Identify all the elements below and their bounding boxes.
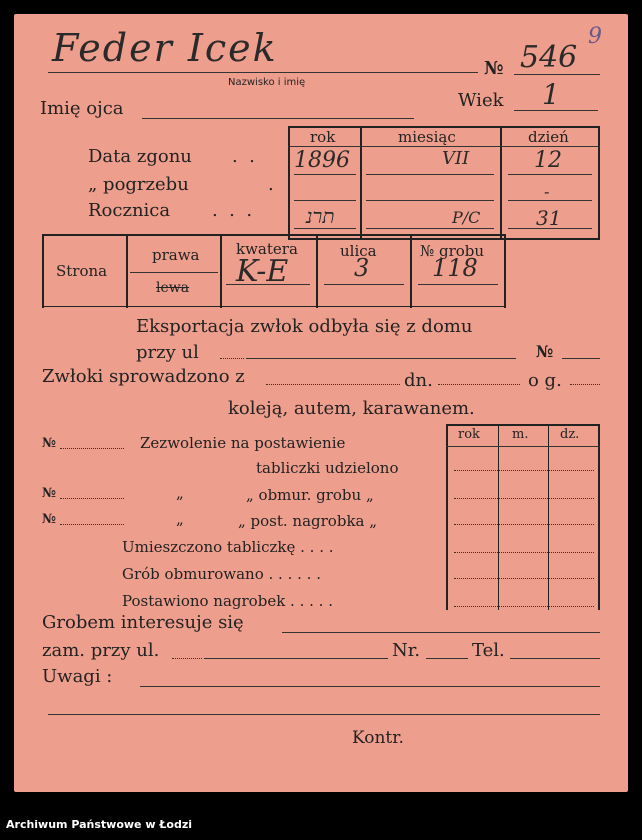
permits-row-line xyxy=(454,498,594,499)
brought-label: Zwłoki sprowadzono z xyxy=(42,366,245,387)
address-label: zam. przy ul. xyxy=(42,640,160,661)
dates-table-div2 xyxy=(500,126,502,240)
father-label: Imię ojca xyxy=(40,98,124,119)
dates-table-bottom xyxy=(288,238,600,240)
permits-table-right xyxy=(598,424,600,610)
grave-table-div1 xyxy=(126,234,128,308)
dates-table-left xyxy=(288,126,290,240)
remarks-line-2 xyxy=(48,714,600,715)
tomb-placed: Postawiono nagrobek . . . . . xyxy=(122,592,333,610)
dates-table-div1 xyxy=(360,126,362,240)
permits-row-line xyxy=(454,606,594,607)
nr-line xyxy=(426,658,468,659)
brought-by: koleją, autem, karawanem. xyxy=(228,398,475,419)
name-caption: Nazwisko i imię xyxy=(228,77,306,88)
permits-row-line xyxy=(454,524,594,525)
name-handwritten: Feder Icek xyxy=(52,26,278,70)
permits-row-line xyxy=(454,578,594,579)
quarter-label: kwatera xyxy=(236,240,298,258)
tel-label: Tel. xyxy=(472,640,505,661)
death-day: 12 xyxy=(534,148,562,173)
permits-col-year: rok xyxy=(458,427,480,442)
street-label: ulica xyxy=(340,242,377,260)
name-line xyxy=(48,72,478,73)
grave-no-line xyxy=(418,284,498,285)
side-label: Strona xyxy=(56,262,108,280)
grave-table-left xyxy=(42,234,44,308)
permit2-no-line xyxy=(60,498,124,499)
grave-table-div2 xyxy=(220,234,222,308)
death-month: VII xyxy=(442,148,470,169)
permit3-no: № xyxy=(42,512,57,527)
export-no-label: № xyxy=(536,342,554,361)
export-no-line xyxy=(562,358,600,359)
address-line xyxy=(204,658,388,659)
remarks-label: Uwagi : xyxy=(42,666,113,687)
permit1-no: № xyxy=(42,436,57,451)
brought-date-line xyxy=(438,384,520,385)
street-handwritten: 3 xyxy=(354,254,370,282)
row-death-dots: . . xyxy=(232,146,255,167)
dates-col-month: miesiąc xyxy=(398,128,456,146)
archive-caption: Archiwum Państwowe w Łodzi xyxy=(6,818,193,831)
permits-table-top xyxy=(446,424,600,426)
nr-label: Nr. xyxy=(392,640,421,661)
interested-line xyxy=(282,632,600,633)
grave-table-right xyxy=(504,234,506,308)
placed-tablet: Umieszczono tabliczkę . . . . xyxy=(122,538,334,556)
anniv-line-month xyxy=(366,228,494,229)
number-corner-mark: 9 xyxy=(588,24,602,49)
burial-day: - xyxy=(544,182,550,201)
row-anniv-label: Rocznica xyxy=(88,200,171,221)
grave-no-handwritten: 118 xyxy=(432,254,478,282)
permit2-no: № xyxy=(42,486,57,501)
grave-table-div4 xyxy=(410,234,412,308)
permit1-text-a: Zezwolenie na postawienie xyxy=(140,434,346,452)
street-line xyxy=(324,284,404,285)
permit1-text-b: tabliczki udzielono xyxy=(256,459,399,477)
dates-col-year: rok xyxy=(310,128,336,146)
death-line-year xyxy=(294,174,356,175)
export-street-line xyxy=(246,358,516,359)
permits-col-month: m. xyxy=(512,427,529,442)
permits-row-line xyxy=(454,552,594,553)
grave-no-label: № grobu xyxy=(420,242,485,260)
death-year: 1896 xyxy=(294,148,350,173)
dates-col-day: dzień xyxy=(528,128,569,146)
permits-col-day: dz. xyxy=(560,427,580,442)
row-death-label: Data zgonu xyxy=(88,146,192,167)
number-handwritten: 546 xyxy=(520,40,578,75)
age-label: Wiek xyxy=(458,90,504,111)
father-line xyxy=(142,118,414,119)
brought-dn-label: dn. xyxy=(404,370,433,391)
row-burial-label: „ pogrzebu xyxy=(88,174,189,195)
permits-table-div2 xyxy=(548,424,549,610)
export-street-dots xyxy=(220,358,244,359)
right-label: prawa xyxy=(152,246,200,264)
permit1-no-line xyxy=(60,448,124,449)
row-burial-dots: . xyxy=(268,174,274,195)
row-anniv-dots: . . . xyxy=(212,200,253,221)
kontr-label: Kontr. xyxy=(352,728,404,748)
walled-grave: Grób obmurowano . . . . . . xyxy=(122,565,321,583)
export-line2: przy ul xyxy=(136,342,199,363)
anniv-year: תרנ xyxy=(306,204,335,228)
left-label-struck: lewa xyxy=(156,280,190,296)
permits-table-div1 xyxy=(498,424,499,610)
address-dots xyxy=(172,658,202,659)
permit2-ditto: „ xyxy=(176,484,184,502)
number-label: № xyxy=(484,58,504,79)
permit3-no-line xyxy=(60,524,124,525)
grave-table-div3 xyxy=(316,234,318,308)
permit2-text: „ obmur. grobu „ xyxy=(246,486,374,504)
permits-row-line xyxy=(454,470,594,471)
death-line-month xyxy=(366,174,494,175)
side-divider xyxy=(130,272,218,273)
dates-table-right xyxy=(598,126,600,240)
anniv-line-year xyxy=(294,228,356,229)
export-line1: Eksportacja zwłok odbyła się z domu xyxy=(136,316,473,337)
brought-from-line xyxy=(266,384,400,385)
anniv-day: 31 xyxy=(536,206,562,230)
tel-line xyxy=(510,658,600,659)
age-handwritten: 1 xyxy=(542,78,560,111)
death-line-day xyxy=(508,174,592,175)
permits-table-left xyxy=(446,424,448,610)
permit3-text: „ post. nagrobka „ xyxy=(238,512,378,530)
record-card xyxy=(14,14,628,792)
permit3-ditto: „ xyxy=(176,510,184,528)
grave-table-top xyxy=(42,234,506,236)
number-line xyxy=(514,74,600,75)
burial-line-year xyxy=(294,200,356,201)
quarter-handwritten: K-E xyxy=(236,254,289,289)
permits-header-line xyxy=(446,446,600,447)
age-line xyxy=(514,110,598,111)
anniv-line-day xyxy=(508,228,592,229)
remarks-line-1 xyxy=(140,686,600,687)
anniv-month: P/C xyxy=(452,208,481,227)
brought-hour-line xyxy=(570,384,600,385)
dates-header-line xyxy=(288,146,600,147)
brought-og-label: o g. xyxy=(528,370,562,391)
grave-table-bottom xyxy=(42,306,506,307)
burial-line-month xyxy=(366,200,494,201)
interested-label: Grobem interesuje się xyxy=(42,612,244,633)
quarter-line xyxy=(226,284,310,285)
burial-line-day xyxy=(508,200,592,201)
